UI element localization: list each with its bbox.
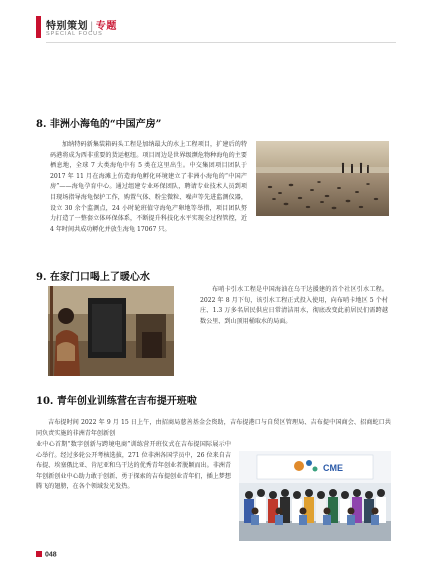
section8-title: 8. 非洲小海龟的“中国产房” xyxy=(36,119,162,130)
page-header xyxy=(36,16,396,46)
section9-body xyxy=(200,285,388,327)
section9-body-text: 布哨卡引水工程是中国海油在乌干达援建的首个社区引水工程。2022 年 8 月下旬，该引水工程正式投入使用，向布哨卡地区 5 个村庄、1.3 万多名居民供应日常清洁用水，彻底改变此前居民们需跨越数公里、到山顶用桶取水的局面。 xyxy=(200,286,388,325)
section9-title: 9. 在家门口喝上了暖心水 xyxy=(36,272,150,283)
header-separator: | xyxy=(90,21,94,32)
footer-accent-square xyxy=(36,551,42,557)
section8-body-text: 加纳特码新集装箱码头工程是加纳最大的水上工程项目，扩建后的特码港将成为西非重要的货运枢纽。项目周边是世界级濒危物种海龟的主要栖息地，全球 7 大类海龟中有 5 类在这里出生。中交集团项目团队于 2017 年 11 月在海滩上仿造海龟孵化环境建立了非洲小海龟的“中国产房”——海龟孕育中心。通过组建专业环保团队，聘请专业技术人员到项目现场指导海龟保护工作，购置气体、粉尘微粒、噪声等先进监测仪器，设立 30 余个监测点，24 小时轮班值守海龟产卵地等举措，项目团队努力打造了一整套立体环保体系，不断提升科技化水平实现全过程管控，近 4 年时间共成功孵化并放生海龟 17067 只。 xyxy=(50,141,247,233)
header-subtitle: 专题 xyxy=(95,21,117,32)
section10-title: 10. 青年创业训练营在吉布提开班啦 xyxy=(36,396,197,407)
beach-turtle-photo xyxy=(256,141,389,216)
water-well-image xyxy=(48,286,174,376)
section10-body-wide-text: 吉布提时间 2022 年 9 月 15 日上午，由招商局慈善基金会资助，吉布提港口与自贸区管理局、吉布提中国商会、招商蛇口共同负责实施的非洲青年创新创 xyxy=(36,419,391,437)
page-number: 048 xyxy=(45,551,57,559)
header-english: SPECIAL FOCUS xyxy=(46,31,103,37)
water-well-photo xyxy=(48,286,174,376)
header-title: 特别策划 xyxy=(46,21,88,32)
section8-body xyxy=(50,140,247,235)
section10-body-wide xyxy=(36,418,391,439)
header-accent-bar xyxy=(36,16,41,38)
banner-logo-text: CME xyxy=(323,463,343,473)
beach-turtle-image xyxy=(256,141,389,216)
training-camp-group-photo xyxy=(239,451,391,541)
section10-body-narrow xyxy=(36,440,231,493)
header-rule xyxy=(46,42,396,43)
section10-body-narrow-text: 业中心首期“数字创新与跨境电商”训练营开班仪式在吉布提国际展示中心举行。经过多轮公开考核选拔，271 位非洲各国学员中，26 位来自吉布提、埃塞俄比亚、肯尼亚和乌干达的优秀青年创业者脱颖而出。非洲青年创新创业中心助力敢于创新、勇于探索的吉布提创业青年们，插上梦想腾飞的翅膀，在各个领域发光发热。 xyxy=(36,441,231,491)
page-footer xyxy=(36,551,57,559)
group-photo-image xyxy=(239,451,391,541)
header-title-line xyxy=(46,17,117,32)
